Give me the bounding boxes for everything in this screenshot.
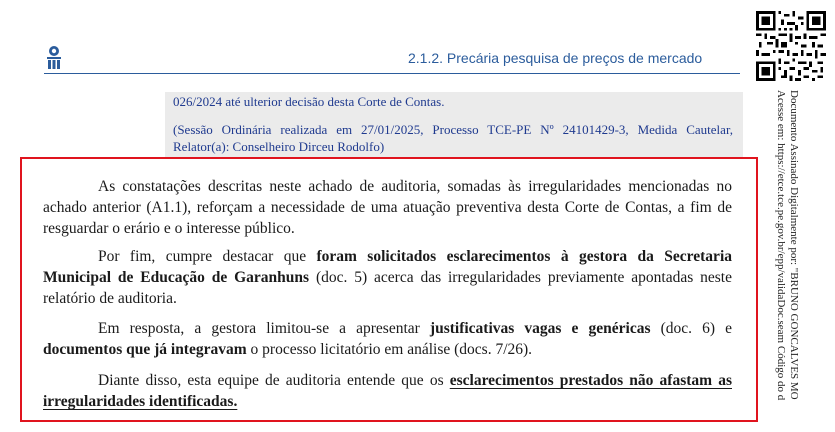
quote-line-2: (Sessão Ordinária realizada em 27/01/2025, Processo TCE-PE Nº 24101429-3, Medida Cautelar, Relator(a): Conselheiro Dirceu Rodolfo) (173, 122, 733, 154)
quoted-decision-box (165, 92, 743, 158)
paragraph-4 (43, 370, 732, 412)
paragraph-3-emphasis-1: justificativas vagas e genéricas (429, 320, 651, 337)
paragraph-1-text: As constatações descritas neste achado de auditoria, somadas às irregularidades mencionadas no achado anterior (A1.1), reforçam a necessidade de uma atuação preventiva desta Corte de Contas, a fim de resguardar o erário e o interesse público. (43, 178, 732, 237)
paragraph-3-emphasis-2: documentos que já integravam (43, 341, 247, 358)
paragraph-2-rest: (doc. 5) acerca das irregularidades previamente apontadas neste relatório de auditoria. (43, 269, 732, 307)
paragraph-3-rest: o processo licitatório em análise (docs. 7/26). (246, 341, 533, 358)
tce-pe-logo-icon (46, 45, 62, 71)
paragraph-3-mid: (doc. 6) e (650, 320, 732, 337)
signature-sidebar (774, 90, 800, 430)
paragraph-2-emphasis: foram solicitados esclarecimentos à gestora da Secretaria Municipal de Educação de Garanhuns (43, 248, 732, 286)
paragraph-3 (43, 318, 732, 360)
paragraph-2-intro: Por fim, cumpre destacar que (98, 248, 317, 265)
section-title: 2.1.2. Precária pesquisa de preços de mercado (408, 50, 703, 66)
signature-line-1: Documento Assinado Digitalmente por: "BRUNO GONCALVES MO (788, 90, 800, 400)
qr-code-icon[interactable] (756, 11, 826, 81)
header-divider (44, 73, 740, 74)
quote-line-1: 026/2024 até ulterior decisão desta Corte de Contas. (173, 94, 445, 109)
paragraph-2 (43, 246, 732, 309)
paragraph-3-intro: Em resposta, a gestora limitou-se a apresentar (98, 320, 430, 337)
paragraph-1 (43, 176, 732, 239)
signature-line-2: Acesse em: https://etce.tce.pe.gov.br/epp/validaDoc.seam Código do d (775, 90, 787, 401)
paragraph-4-intro: Diante disso, esta equipe de auditoria entende que os (98, 372, 450, 389)
paragraph-4-conclusion: esclarecimentos prestados não afastam as irregularidades identificadas. (43, 372, 732, 410)
